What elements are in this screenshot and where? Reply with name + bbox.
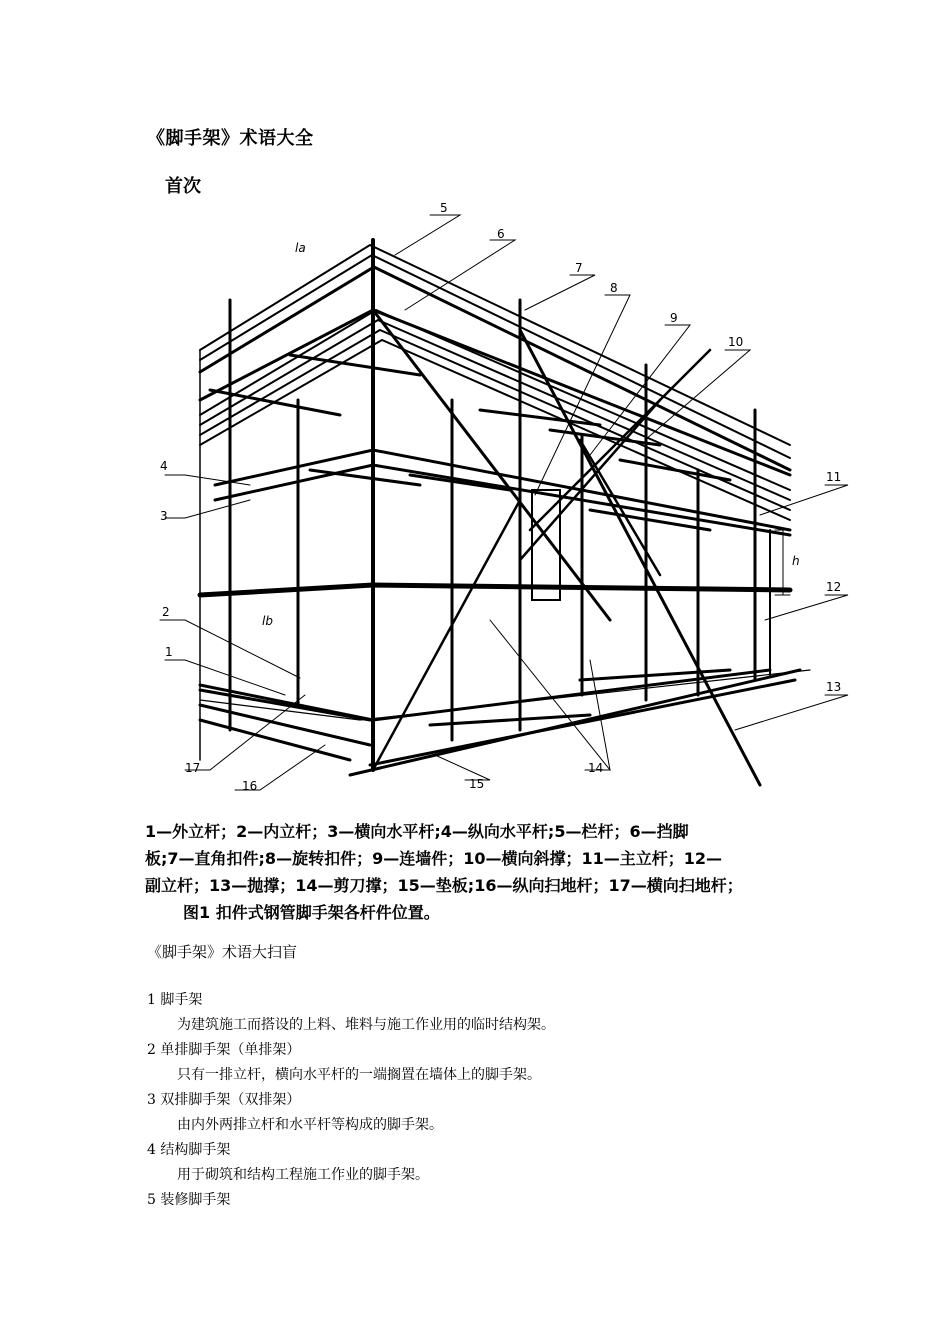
term-heading: [147, 988, 827, 1013]
term-definition: 用于砌筑和结构工程施工作业的脚手架。: [177, 1167, 429, 1183]
label-15: 15: [469, 777, 485, 791]
figure-name: 图1 扣件式钢管脚手架各杆件位置。: [183, 903, 440, 922]
term-name: 装修脚手架: [160, 1192, 231, 1208]
term-name: 结构脚手架: [160, 1142, 231, 1158]
term-heading: [147, 1038, 827, 1063]
term-heading: [147, 1188, 827, 1213]
term-definition: 只有一排立杆，横向水平杆的一端搁置在墙体上的脚手架。: [177, 1067, 541, 1083]
caption-line-1: 1—外立杆；2—内立杆；3—横向水平杆;4—纵向水平杆;5—栏杆；6—挡脚: [145, 822, 689, 841]
dimension-la: la: [295, 241, 306, 255]
document-subtitle: 首次: [165, 176, 201, 197]
label-3: 3: [160, 509, 168, 523]
term-number: 5: [147, 1192, 156, 1208]
term-definition: 为建筑施工而搭设的上料、堆料与施工作业用的临时结构架。: [177, 1017, 555, 1033]
label-16: 16: [242, 779, 258, 793]
label-12: 12: [826, 580, 842, 594]
figure-caption: [145, 818, 825, 926]
term-number: 4: [147, 1142, 156, 1158]
scaffold-drawing: [160, 200, 860, 800]
term-number: 3: [147, 1092, 156, 1108]
label-9: 9: [670, 311, 678, 325]
dimension-h: h: [792, 554, 800, 568]
document-title: 《脚手架》术语大全: [147, 128, 314, 149]
caption-line-3: 副立杆；13—抛撑；14—剪刀撑；15—垫板;16—纵向扫地杆；17—横向扫地杆；: [145, 876, 743, 895]
label-11: 11: [826, 470, 842, 484]
label-5: 5: [440, 201, 448, 215]
term-number: 1: [147, 992, 156, 1008]
caption-line-2: 板;7—直角扣件;8—旋转扣件；9—连墙件；10—横向斜撑；11—主立杆；12—: [145, 849, 722, 868]
label-1: 1: [165, 645, 173, 659]
section-title: 《脚手架》术语大扫盲: [147, 943, 298, 961]
scaffold-figure: [160, 200, 860, 800]
label-7: 7: [575, 261, 583, 275]
label-13: 13: [826, 680, 842, 694]
term-definition: 由内外两排立杆和水平杆等构成的脚手架。: [177, 1117, 443, 1133]
label-8: 8: [610, 281, 618, 295]
label-2: 2: [162, 605, 170, 619]
label-6: 6: [497, 227, 505, 241]
term-name: 单排脚手架（单排架）: [160, 1042, 301, 1058]
dimension-lb: lb: [262, 614, 273, 628]
terms-list: [147, 988, 827, 1213]
label-10: 10: [728, 335, 744, 349]
label-17: 17: [185, 761, 201, 775]
term-heading: [147, 1088, 827, 1113]
term-heading: [147, 1138, 827, 1163]
term-name: 脚手架: [160, 992, 203, 1008]
label-4: 4: [160, 459, 168, 473]
term-name: 双排脚手架（双排架）: [160, 1092, 301, 1108]
label-14: 14: [588, 761, 604, 775]
term-number: 2: [147, 1042, 156, 1058]
